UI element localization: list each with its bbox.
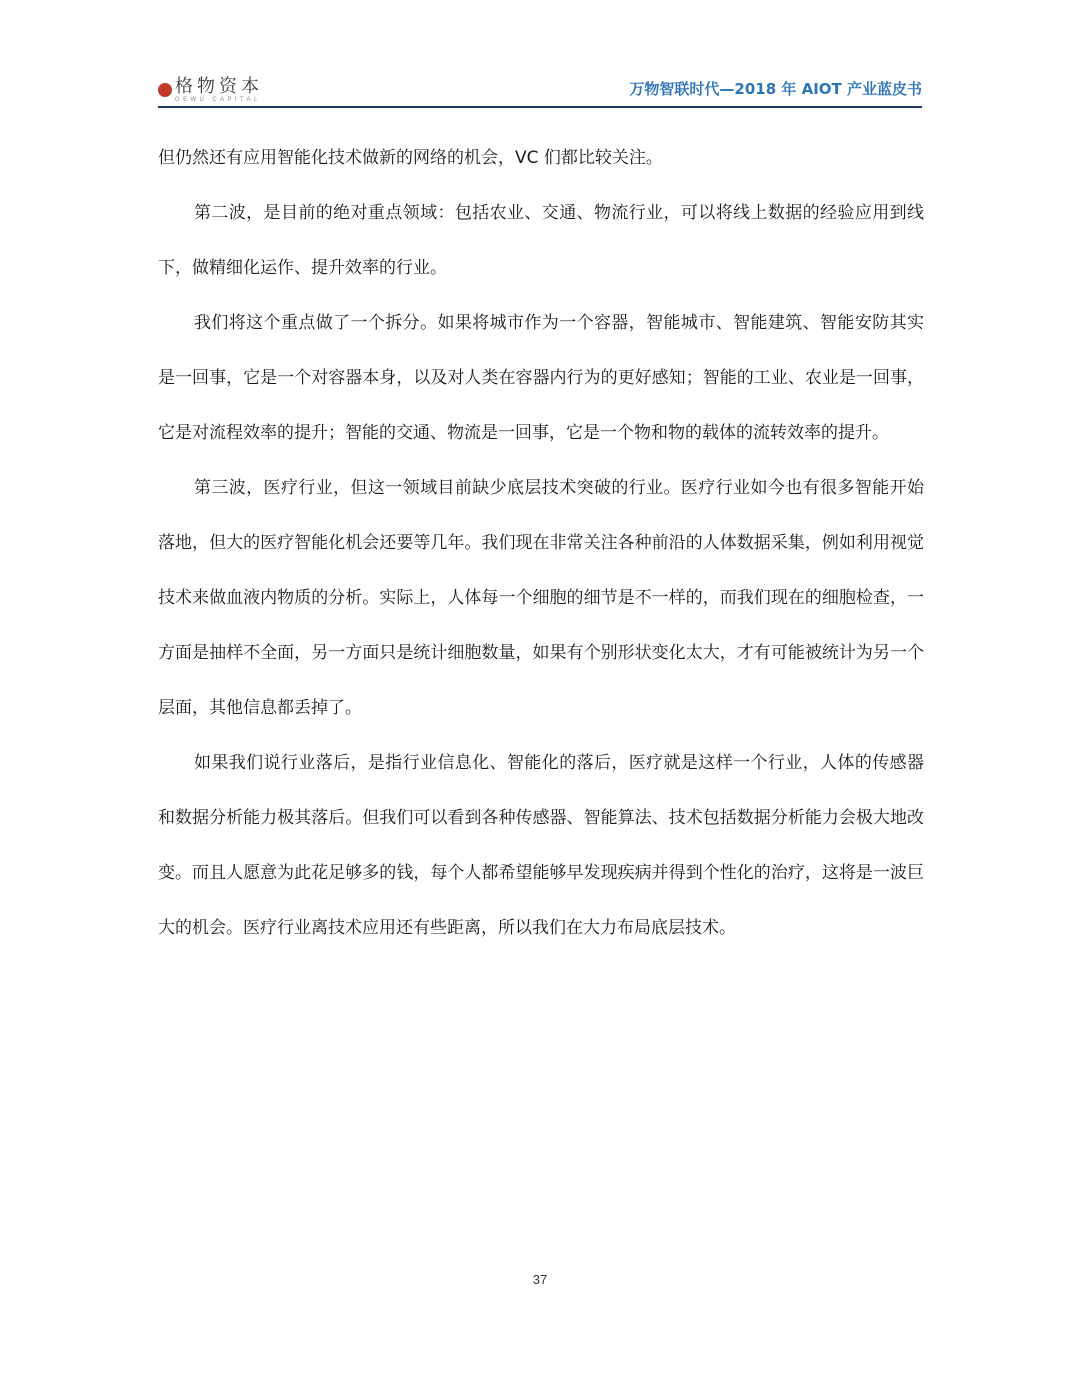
logo-english-name: GEWU CAPITAL <box>175 97 261 103</box>
paragraph: 第二波，是目前的绝对重点领域：包括农业、交通、物流行业，可以将线上数据的经验应用到线下，做精细化运作、提升效率的行业。 <box>158 203 924 278</box>
logo-text <box>175 78 263 103</box>
page-number: 37 <box>532 1272 548 1287</box>
document-title: 万物智联时代—2018 年 AIOT 产业蓝皮书 <box>629 80 922 98</box>
paragraph: 第三波，医疗行业，但这一领域目前缺少底层技术突破的行业。医疗行业如今也有很多智能开始落地，但大的医疗智能化机会还要等几年。我们现在非常关注各种前沿的人体数据采集，例如利用视觉技术来做血液内物质的分析。实际上，人体每一个细胞的细节是不一样的，而我们现在的细胞检查，一方面是抽样不全面，另一方面只是统计细胞数量，如果有个别形状变化太大，才有可能被统计为另一个层面，其他信息都丢掉了。 <box>158 478 924 718</box>
company-logo <box>158 78 263 102</box>
paragraph: 但仍然还有应用智能化技术做新的网络的机会，VC 们都比较关注。 <box>158 148 663 168</box>
logo-chinese-name: 格物资本 <box>175 76 263 97</box>
paragraph: 我们将这个重点做了一个拆分。如果将城市作为一个容器，智能城市、智能建筑、智能安防其实是一回事，它是一个对容器本身，以及对人类在容器内行为的更好感知；智能的工业、农业是一回事，它是对流程效率的提升；智能的交通、物流是一回事，它是一个物和物的载体的流转效率的提升。 <box>158 313 924 443</box>
paragraph: 如果我们说行业落后，是指行业信息化、智能化的落后，医疗就是这样一个行业，人体的传感器和数据分析能力极其落后。但我们可以看到各种传感器、智能算法、技术包括数据分析能力会极大地改变。而且人愿意为此花足够多的钱，每个人都希望能够早发现疾病并得到个性化的治疗，这将是一波巨大的机会。医疗行业离技术应用还有些距离，所以我们在大力布局底层技术。 <box>158 753 924 938</box>
body-text <box>158 131 924 956</box>
page-header <box>158 70 922 108</box>
logo-seal-icon <box>158 83 172 97</box>
